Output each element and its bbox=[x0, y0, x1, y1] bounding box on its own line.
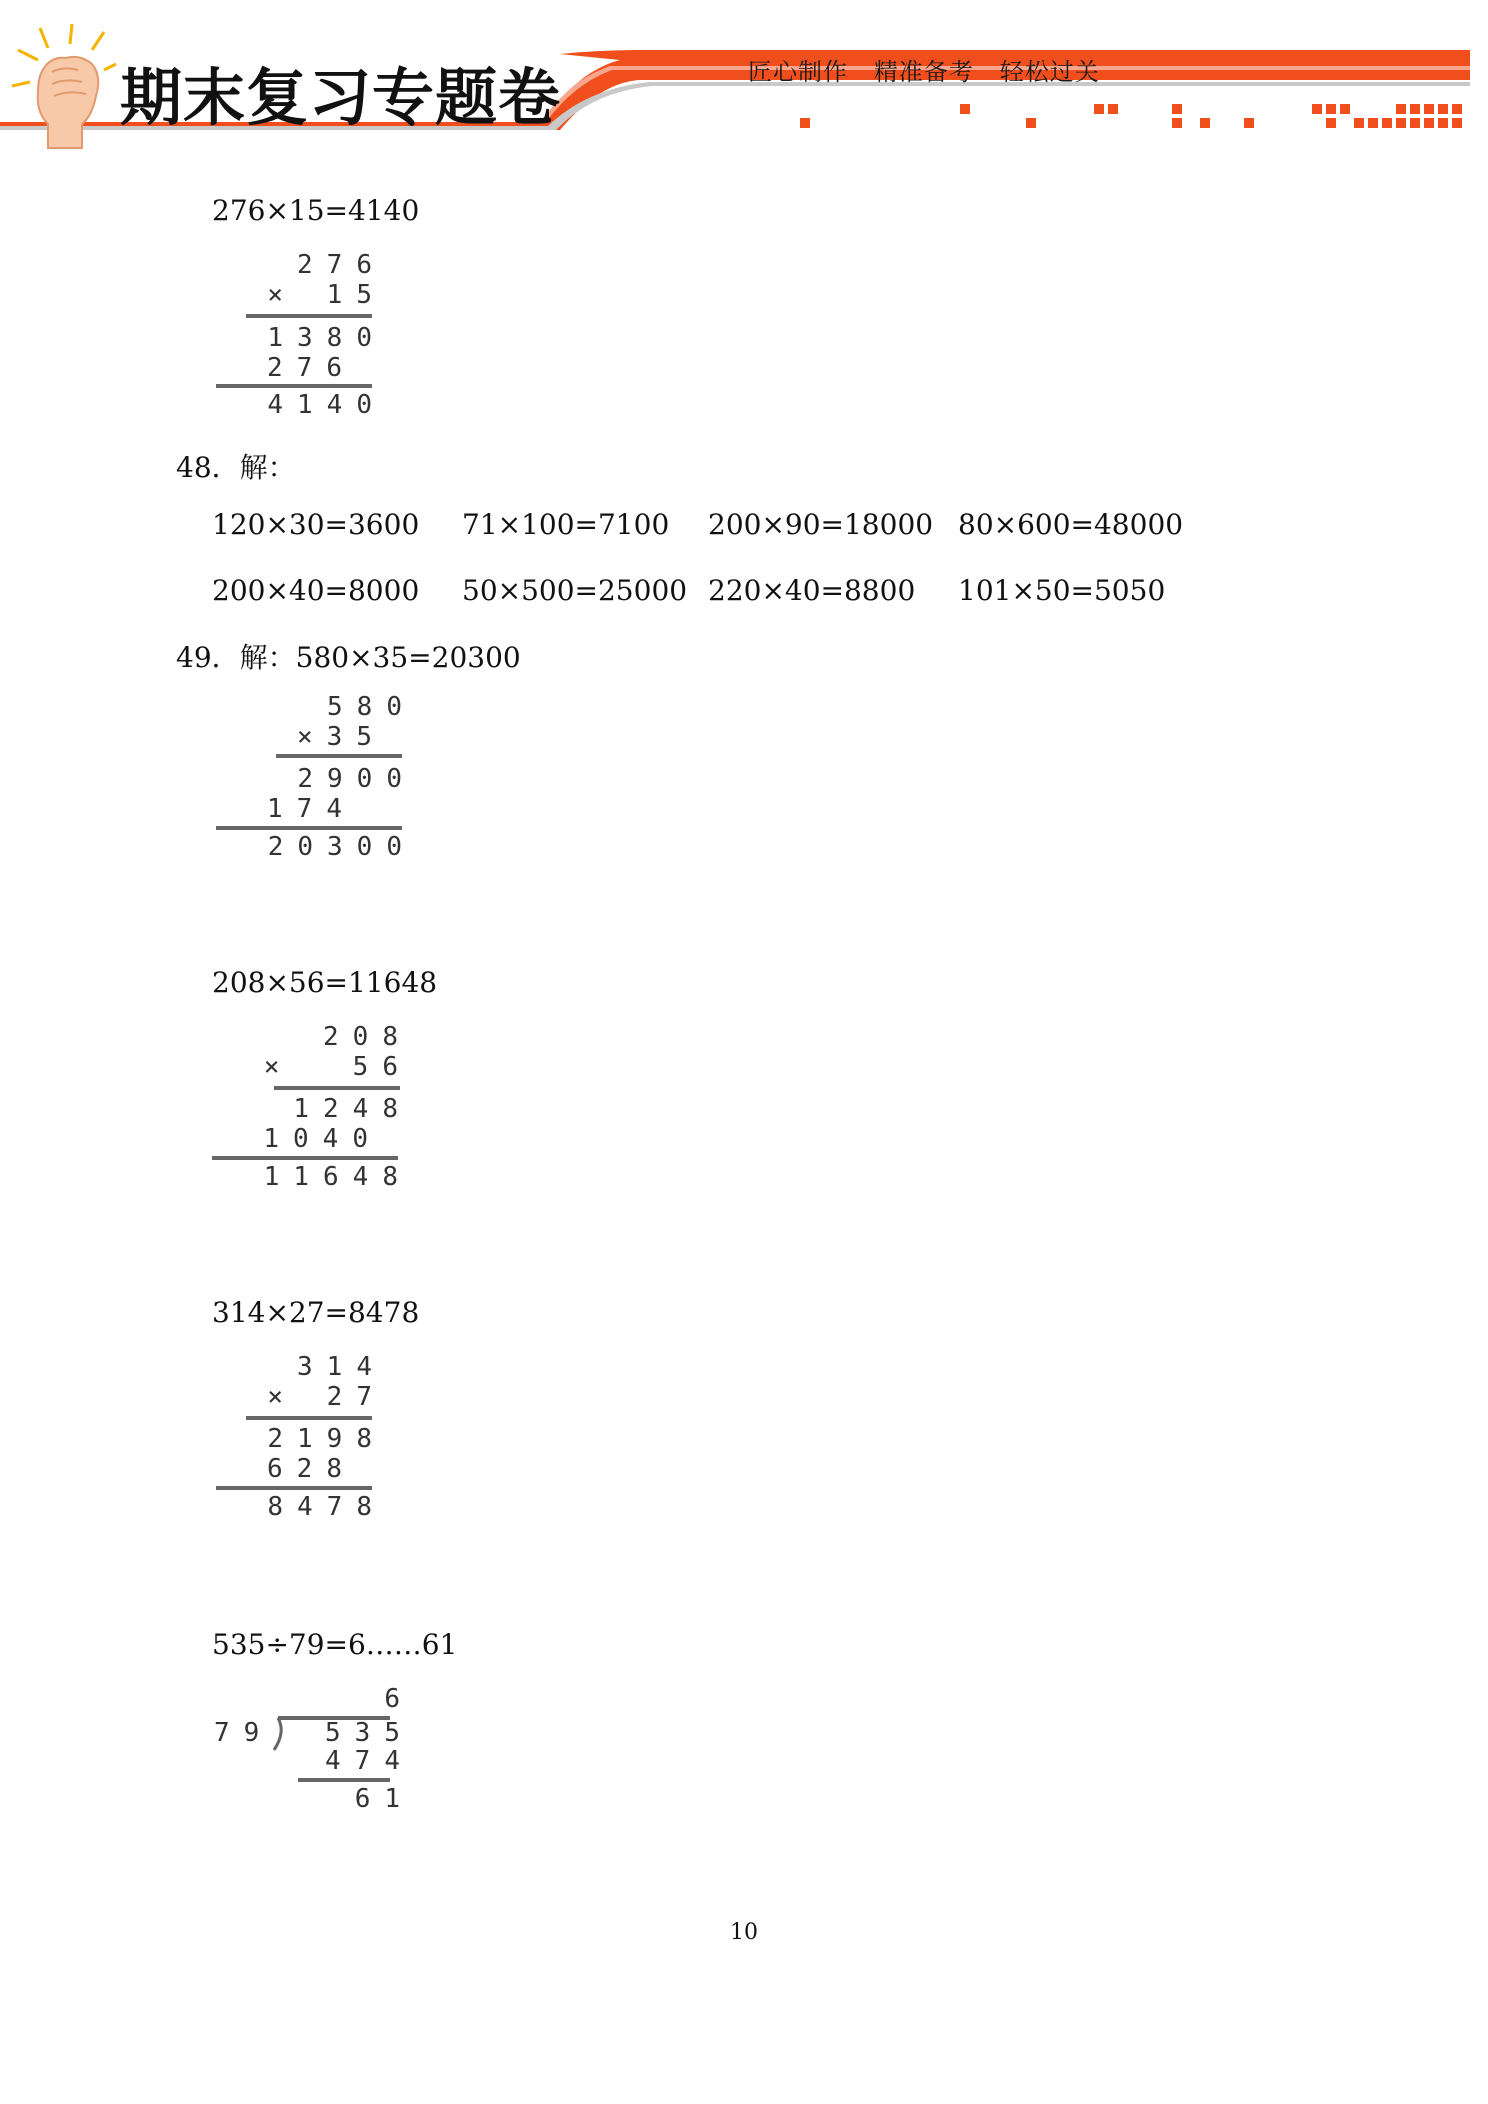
vm-line-2 bbox=[216, 384, 372, 388]
q48-r1-c4: 80×600=48000 bbox=[958, 508, 1184, 541]
equation-208x56: 208×56=11648 bbox=[212, 966, 438, 999]
vm-line-2 bbox=[216, 826, 402, 830]
vm-row-product: 4140 bbox=[267, 390, 386, 420]
ld-dividend: 535 bbox=[325, 1718, 414, 1748]
ld-bottom-line bbox=[298, 1778, 390, 1782]
vm-row-multiplier: × 27 bbox=[267, 1382, 386, 1412]
vm-row-multiplier: × 15 bbox=[267, 280, 386, 310]
q48-r2-c2: 50×500=25000 bbox=[462, 574, 688, 607]
vm-line-1 bbox=[276, 754, 402, 758]
long-division-535div79 bbox=[212, 1684, 414, 1834]
q48-r1-c2: 71×100=7100 bbox=[462, 508, 670, 541]
vm-row-partial-1: 1380 bbox=[267, 323, 386, 353]
vm-row-product: 8478 bbox=[267, 1492, 386, 1522]
ld-product: 474 bbox=[325, 1746, 414, 1776]
q48-r2-c1: 200×40=8000 bbox=[212, 574, 420, 607]
vertical-multiplication-580x35 bbox=[214, 692, 416, 862]
vm-row-partial-2: 1040 bbox=[263, 1124, 382, 1154]
vm-row-multiplier: × 56 bbox=[263, 1052, 412, 1082]
ld-quotient: 6 bbox=[384, 1684, 414, 1714]
vertical-multiplication-314x27 bbox=[214, 1352, 386, 1522]
header-title: 期末复习专题卷 bbox=[120, 61, 562, 134]
vm-row-product: 11648 bbox=[263, 1162, 412, 1192]
vertical-multiplication-208x56 bbox=[212, 1022, 412, 1192]
q49-label: 49．解：580×35=20300 bbox=[176, 641, 521, 674]
vm-row-multiplier: ×35 bbox=[297, 722, 386, 752]
header-slogan: 匠心制作 精准备考 轻松过关 bbox=[748, 58, 1100, 86]
vm-row-multiplicand: 314 bbox=[297, 1352, 386, 1382]
ld-divisor: 79 bbox=[214, 1718, 274, 1748]
vm-row-partial-1: 2198 bbox=[267, 1424, 386, 1454]
vm-row-multiplicand: 580 bbox=[327, 692, 416, 722]
vm-row-partial-1: 1248 bbox=[293, 1094, 412, 1124]
vm-row-partial-2: 276 bbox=[267, 353, 356, 383]
vm-row-multiplicand: 208 bbox=[323, 1022, 412, 1052]
vm-row-partial-2: 174 bbox=[267, 794, 356, 824]
equation-535div79: 535÷79=6……61 bbox=[212, 1628, 458, 1661]
vertical-multiplication-276x15 bbox=[214, 250, 386, 420]
ld-remainder: 61 bbox=[354, 1784, 414, 1814]
q48-r2-c3: 220×40=8800 bbox=[708, 574, 916, 607]
vm-line-2 bbox=[216, 1486, 372, 1490]
vm-line-2 bbox=[212, 1156, 398, 1160]
vm-line-1 bbox=[246, 1416, 372, 1420]
page-number: 10 bbox=[730, 1920, 758, 1945]
vm-row-multiplicand: 276 bbox=[297, 250, 386, 280]
vm-row-product: 20300 bbox=[267, 832, 416, 862]
q48-r2-c4: 101×50=5050 bbox=[958, 574, 1166, 607]
vm-row-partial-1: 2900 bbox=[297, 764, 416, 794]
vm-line-1 bbox=[274, 1086, 400, 1090]
page-header bbox=[0, 0, 1488, 160]
fist-icon bbox=[8, 20, 118, 170]
q48-r1-c1: 120×30=3600 bbox=[212, 508, 420, 541]
vm-line-1 bbox=[246, 314, 372, 318]
equation-314x27: 314×27=8478 bbox=[212, 1296, 420, 1329]
q48-r1-c3: 200×90=18000 bbox=[708, 508, 934, 541]
vm-row-partial-2: 628 bbox=[267, 1454, 356, 1484]
q48-label: 48．解： bbox=[176, 451, 296, 484]
equation-276x15: 276×15=4140 bbox=[212, 194, 420, 227]
